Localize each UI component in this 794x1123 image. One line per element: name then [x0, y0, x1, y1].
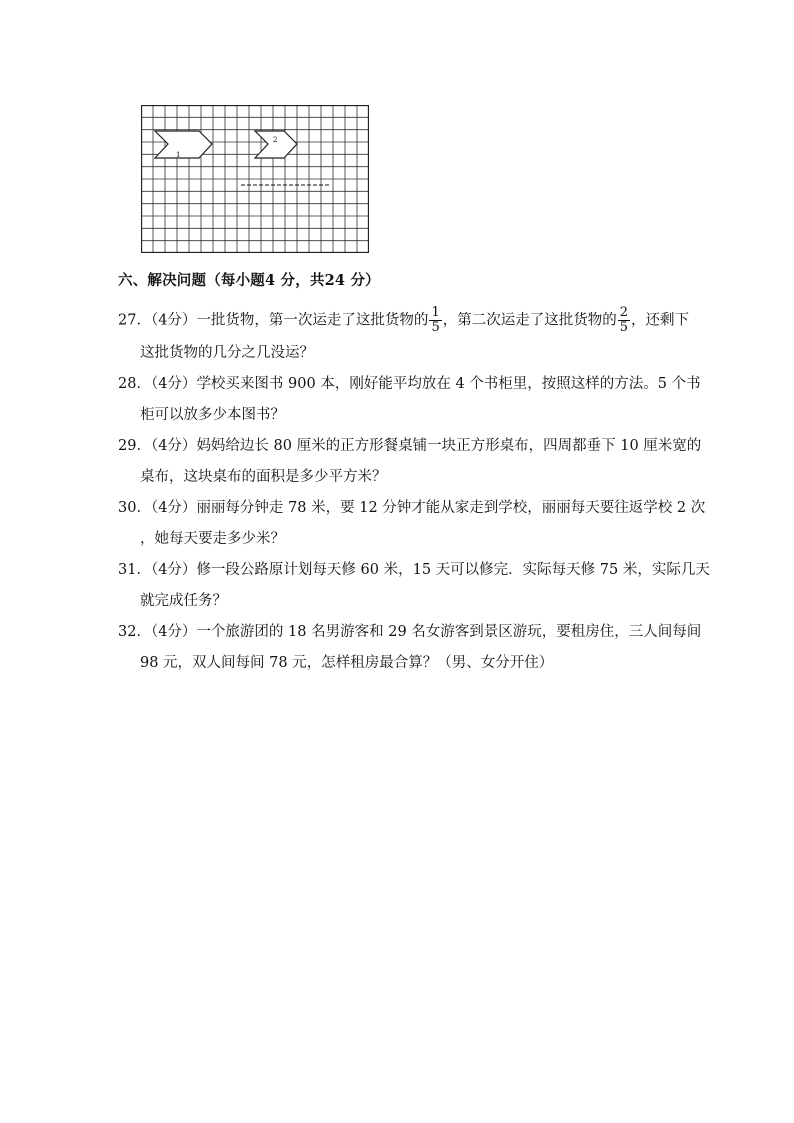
question-number: 28． [118, 376, 151, 392]
question-score: （4分） [150, 500, 197, 516]
question-score: （4分） [150, 376, 197, 392]
question-number: 30． [118, 500, 151, 516]
fraction-numerator: 2 [619, 305, 628, 320]
question-27 [118, 305, 689, 363]
question-number: 32． [118, 624, 151, 640]
grid-lines [141, 105, 369, 253]
question-30 [118, 498, 706, 549]
fraction-numerator: 1 [431, 305, 440, 320]
question-score: （4分） [150, 562, 197, 578]
question-text: 学校买来图书 900 本，刚好能平均放在 4 个书柜里，按照这样的方法。5 个书 [196, 376, 701, 392]
question-31 [118, 560, 710, 611]
question-score: （4分） [150, 312, 197, 329]
question-text: 一个旅游团的 18 名男游客和 29 名女游客到景区游玩，要租房住，三人间每间 [196, 624, 702, 640]
fraction-denominator: 5 [431, 320, 440, 335]
question-number: 31． [118, 562, 151, 578]
section-title: 六、解决问题（每小题4 分，共24 分） [118, 272, 380, 289]
shape-2-label: 2 [273, 136, 278, 144]
question-text-line2: ，她每天要走多少米？ [140, 531, 285, 547]
question-text-line2: 98 元，双人间每间 78 元，怎样租房最合算？（男、女分开住） [140, 655, 554, 671]
fraction-one-fifth [429, 306, 441, 335]
question-text: 修一段公路原计划每天修 60 米，15 天可以修完．实际每天修 75 米，实际几天 [196, 562, 710, 578]
question-text: 丽丽每分钟走 78 米，要 12 分钟才能从家走到学校，丽丽每天要往返学校 2 次 [196, 500, 706, 516]
question-number: 27． [118, 312, 151, 329]
shape-1-label: 1 [176, 151, 181, 159]
arrow-shape-1 [155, 131, 212, 158]
question-text-line2: 就完成任务？ [140, 593, 227, 609]
question-text: ，第二次运走了这批货物的 [442, 312, 617, 329]
question-score: （4分） [150, 624, 197, 640]
fraction-denominator: 5 [619, 320, 628, 335]
question-text: 妈妈给边长 80 厘米的正方形餐桌铺一块正方形桌布，四周都垂下 10 厘米宽的 [196, 438, 702, 454]
grid-figure [141, 105, 369, 253]
question-32 [118, 622, 702, 673]
question-text-line2: 柜可以放多少本图书？ [140, 407, 285, 423]
fraction-two-fifths [618, 306, 630, 335]
question-score: （4分） [150, 438, 197, 454]
question-text: 一批货物，第一次运走了这批货物的 [196, 312, 429, 329]
question-number: 29． [118, 438, 151, 454]
question-text: ，还剩下 [631, 312, 689, 329]
question-text-line2: 桌布，这块桌布的面积是多少平方米？ [140, 469, 387, 485]
question-text-line2: 这批货物的几分之几没运？ [140, 345, 314, 361]
question-28 [118, 374, 701, 425]
question-29 [118, 436, 702, 487]
